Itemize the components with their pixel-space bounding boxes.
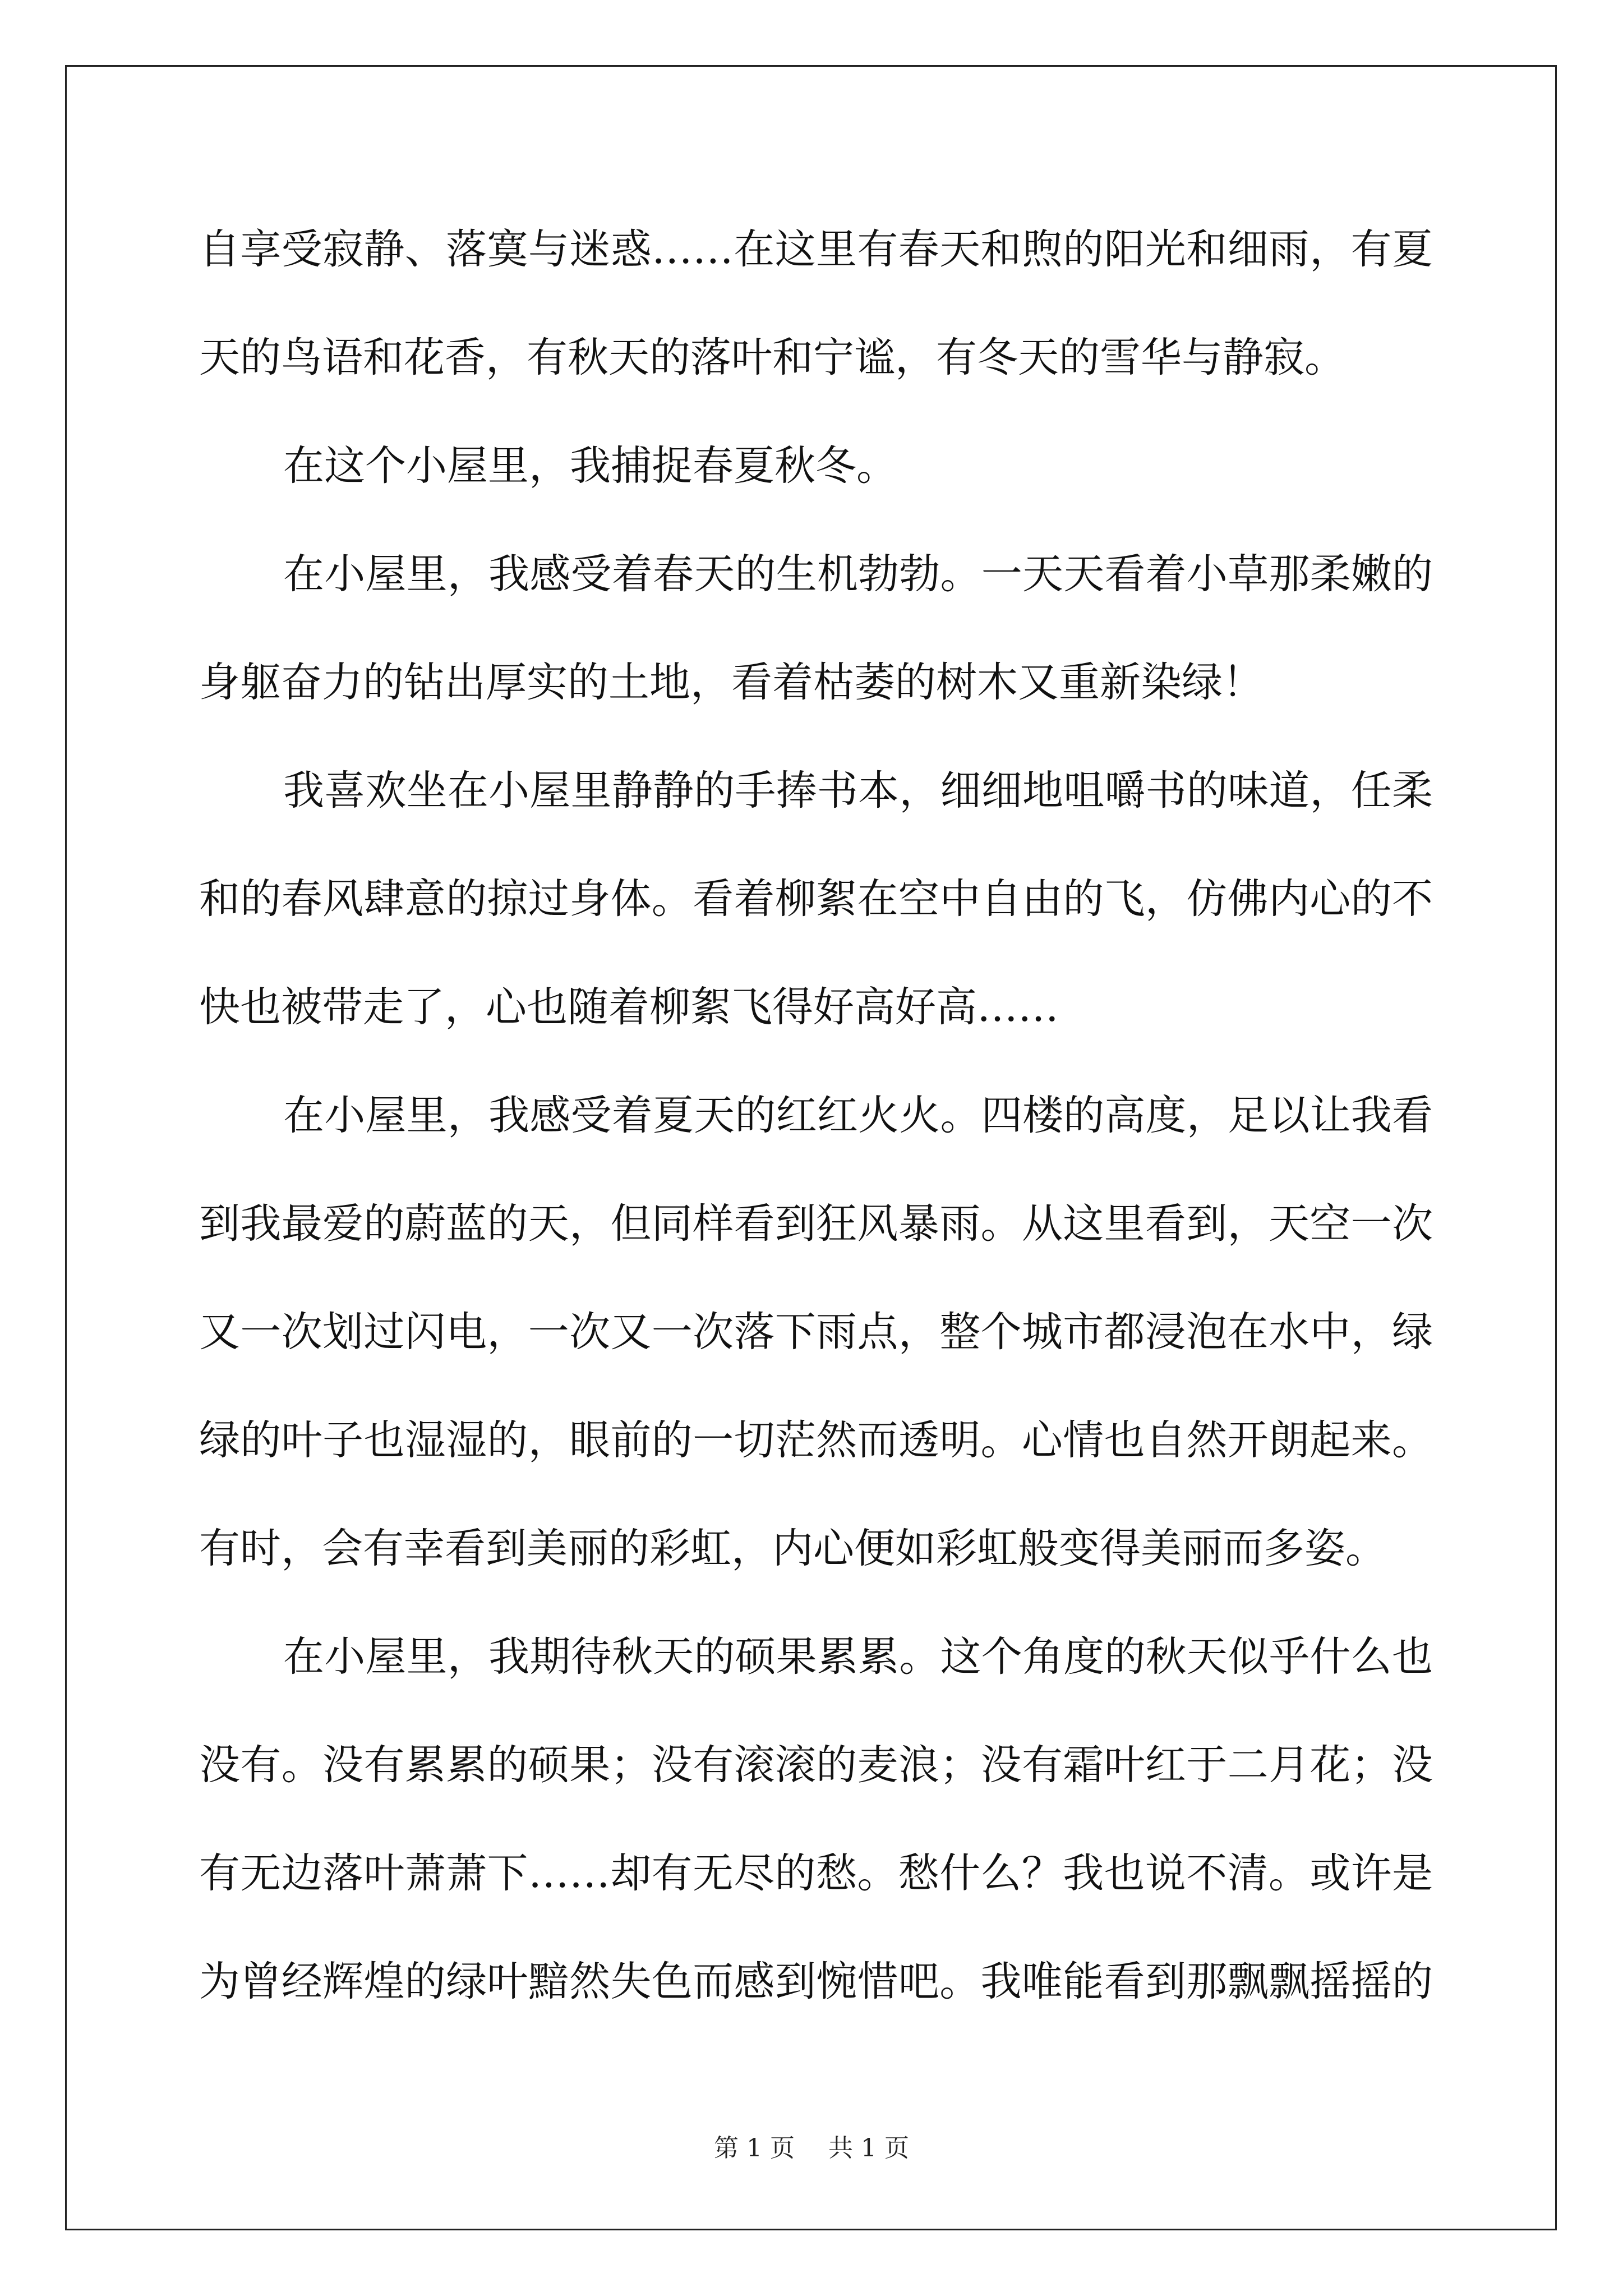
paragraph-1 bbox=[199, 216, 1433, 432]
page-total: 共 1 页 bbox=[828, 2134, 909, 2162]
text-line: 快也被带走了，心也随着柳絮飞得好高好高…… bbox=[199, 983, 1059, 1031]
text-line: 和的春风肆意的掠过身体。看着柳絮在空中自由的飞，仿佛内心的不 bbox=[199, 875, 1433, 923]
text-line: 为曾经辉煌的绿叶黯然失色而感到惋惜吧。我唯能看到那飘飘摇摇的 bbox=[199, 1958, 1433, 2005]
text-line: 在小屋里，我期待秋天的硕果累累。这个角度的秋天似乎什么也 bbox=[283, 1633, 1433, 1681]
text-line: 天的鸟语和花香，有秋天的落叶和宁谧，有冬天的雪华与静寂。 bbox=[199, 334, 1345, 381]
text-line: 我喜欢坐在小屋里静静的手捧书本，细细地咀嚼书的味道，任柔 bbox=[283, 767, 1433, 815]
paragraph-3 bbox=[199, 541, 1433, 757]
paragraph-2 bbox=[199, 432, 1433, 541]
text-line: 身躯奋力的钻出厚实的土地，看着枯萎的树木又重新染绿！ bbox=[199, 659, 1264, 706]
text-line: 没有。没有累累的硕果；没有滚滚的麦浪；没有霜叶红于二月花；没 bbox=[199, 1741, 1433, 1789]
text-line: 在小屋里，我感受着夏天的红红火火。四楼的高度，足以让我看 bbox=[283, 1092, 1433, 1139]
page-footer bbox=[0, 2132, 1623, 2165]
document-body bbox=[199, 216, 1433, 2056]
text-line: 在这个小屋里，我捕捉春夏秋冬。 bbox=[283, 442, 897, 490]
text-line: 绿的叶子也湿湿的，眼前的一切茫然而透明。心情也自然开朗起来。 bbox=[199, 1416, 1433, 1464]
text-line: 有时，会有幸看到美丽的彩虹，内心便如彩虹般变得美丽而多姿。 bbox=[199, 1525, 1386, 1572]
text-line: 到我最爱的蔚蓝的天，但同样看到狂风暴雨。从这里看到，天空一次 bbox=[199, 1200, 1433, 1248]
page-number: 第 1 页 bbox=[714, 2134, 795, 2162]
text-line: 又一次划过闪电，一次又一次落下雨点，整个城市都浸泡在水中，绿 bbox=[199, 1308, 1433, 1356]
paragraph-4 bbox=[199, 757, 1433, 1082]
text-line: 有无边落叶萧萧下……却有无尽的愁。愁什么？我也说不清。或许是 bbox=[199, 1849, 1433, 1897]
paragraph-6 bbox=[199, 1623, 1433, 2056]
text-line: 自享受寂静、落寞与迷惑……在这里有春天和煦的阳光和细雨，有夏 bbox=[199, 226, 1433, 273]
paragraph-5 bbox=[199, 1082, 1433, 1623]
text-line: 在小屋里，我感受着春天的生机勃勃。一天天看着小草那柔嫩的 bbox=[283, 550, 1433, 598]
